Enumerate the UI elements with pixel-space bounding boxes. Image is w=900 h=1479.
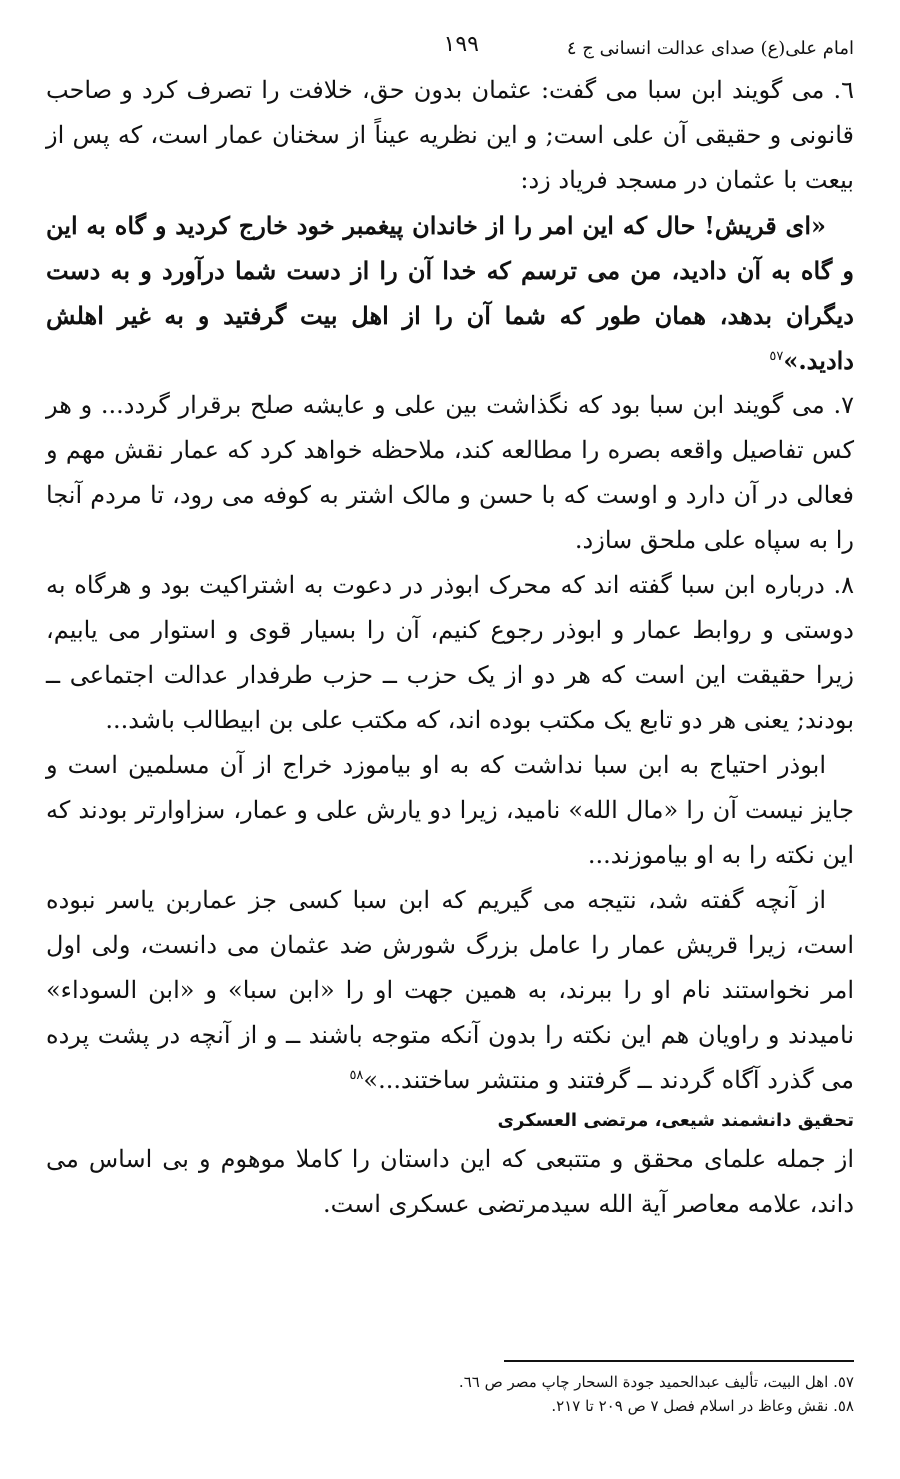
footnote-divider <box>504 1360 854 1362</box>
paragraph-8 <box>46 563 854 743</box>
footnotes <box>46 1370 854 1418</box>
document-page <box>46 30 854 1479</box>
footnote-ref-57: ٥٧ <box>769 349 784 364</box>
paragraph-abuzar-text: ابوذر احتیاج به ابن سبا نداشت که به او بیاموزد خراج از آن مسلمین است و جایز نیست آن را «مال الله» نامید، زیرا دو یارش علی و عمار، سزاوارتر بودند که این نکته را به او بیاموزند... <box>46 751 854 869</box>
ammar-quote-text: «ای قریش! حال که این امر را از خاندان پیغمبر خود خارج کردید و گاه به این و گاه به آن دادید، من می ترسم که خدا آن را از دست شما درآورد و به دست دیگران بدهد، همان طور که شما آن را از اهل بیت گرفتید و به غیر اهلش دادید.» <box>46 211 854 375</box>
paragraph-conclusion-text: از آنچه گفته شد، نتیجه می گیریم که ابن سبا کسی جز عماربن یاسر نبوده است، زیرا قریش عمار را عامل بزرگ شورش ضد عثمان می دانست، ولی اول امر نخواستند نام او را ببرند، به همین جهت او را «ابن سبا» و «ابن السوداء» نامیدند و راویان هم این نکته را بدون آنکه متوجه باشند ــ و از آنچه در پشت پرده می گذرد آگاه گردند ــ گرفتند و منتشر ساختند...» <box>46 886 855 1094</box>
running-title: امام علی(ع) صدای عدالت انسانی ج ٤ <box>566 38 854 59</box>
page-header <box>46 30 854 62</box>
paragraph-7 <box>46 383 854 563</box>
body-text <box>46 68 854 1227</box>
section-heading: تحقیق دانشمند شیعی، مرتضی العسکری <box>497 1110 854 1131</box>
footnote-58: ٥٨. نقش وعاظ در اسلام فصل ٧ ص ٢٠٩ تا ٢١٧. <box>551 1397 854 1415</box>
paragraph-conclusion <box>46 878 854 1103</box>
paragraph-askari-text: از جمله علمای محقق و متتبعی که این داستان را کاملا موهوم و بی اساس می داند، علامه معاصر آیة الله سیدمرتضی عسکری است. <box>46 1145 854 1218</box>
paragraph-6-text: ٦. می گویند ابن سبا می گفت: عثمان بدون حق، خلافت را تصرف کرد و صاحب قانونی و حقیقی آن علی است; و این نظریه عیناً از سخنان عمار است، که پس از بیعت با عثمان در مسجد فریاد زد: <box>46 76 854 194</box>
paragraph-askari <box>46 1137 854 1227</box>
page-number: ١٩٩ <box>443 32 479 57</box>
paragraph-abuzar <box>46 743 854 878</box>
paragraph-8-text: ٨. درباره ابن سبا گفته اند که محرک ابوذر در دعوت به اشتراکیت بود و هرگاه به دوستی و روابط عمار و ابوذر رجوع کنیم، آن را بسیار قوی و استوار می یابیم، زیرا حقیقت این است که هر دو از یک حزب ــ حزب طرفدار عدالت اجتماعی ــ بودند; یعنی هر دو تابع یک مکتب بوده اند، که مکتب علی بن ابیطالب باشد... <box>46 571 854 734</box>
footnote-57: ٥٧. اهل البیت، تألیف عبدالحمید جودة السحار چاپ مصر ص ٦٦. <box>458 1373 854 1391</box>
ammar-quote <box>46 203 854 383</box>
paragraph-6 <box>46 68 854 203</box>
footnote-ref-58: ٥٨ <box>349 1068 364 1083</box>
paragraph-7-text: ٧. می گویند ابن سبا بود که نگذاشت بین علی و عایشه صلح برقرار گردد... و هر کس تفاصیل واقعه بصره را مطالعه کند، ملاحظه خواهد کرد که عمار نقش مهم و فعالی در آن دارد و اوست که با حسن و مالک اشتر به کوفه می رود، تا مردم آنجا را به سپاه علی ملحق سازد. <box>46 391 855 554</box>
